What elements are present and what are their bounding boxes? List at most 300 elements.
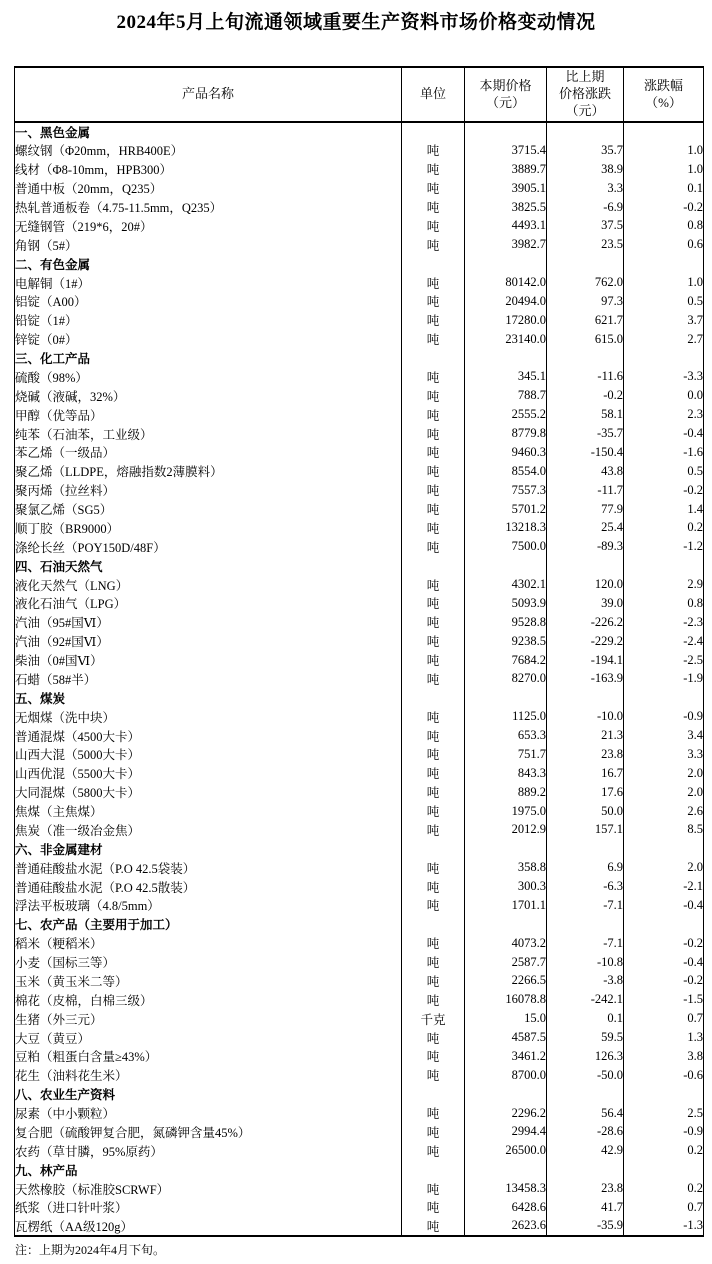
product-name: 纸浆（进口针叶浆） <box>15 1198 402 1217</box>
pct-value: 2.5 <box>624 1104 704 1123</box>
pct-value: 3.4 <box>624 726 704 745</box>
pct-value: 2.0 <box>624 764 704 783</box>
change-value: -229.2 <box>547 632 624 651</box>
price-value: 7684.2 <box>465 651 547 670</box>
change-value: 21.3 <box>547 726 624 745</box>
table-row <box>15 1217 704 1236</box>
pct-value: 0.8 <box>624 594 704 613</box>
change-value: 762.0 <box>547 273 624 292</box>
product-name: 普通硅酸盐水泥（P.O 42.5袋装） <box>15 858 402 877</box>
change-value: 0.1 <box>547 1009 624 1028</box>
table-row <box>15 953 704 972</box>
unit-value: 吨 <box>402 1066 465 1085</box>
section-name: 九、林产品 <box>15 1160 402 1179</box>
product-name: 山西大混（5000大卡） <box>15 745 402 764</box>
price-value: 13218.3 <box>465 519 547 538</box>
section-price-cell <box>465 915 547 934</box>
section-pct-cell <box>624 122 704 141</box>
price-value: 20494.0 <box>465 292 547 311</box>
pct-value: 0.5 <box>624 462 704 481</box>
unit-value: 吨 <box>402 443 465 462</box>
pct-value: -0.4 <box>624 953 704 972</box>
product-name: 农药（草甘膦，95%原药） <box>15 1141 402 1160</box>
pct-value: -1.5 <box>624 990 704 1009</box>
pct-value: -0.2 <box>624 972 704 991</box>
pct-value: 0.2 <box>624 1179 704 1198</box>
table-row <box>15 707 704 726</box>
section-change-cell <box>547 1160 624 1179</box>
price-value: 3889.7 <box>465 160 547 179</box>
price-value: 4587.5 <box>465 1028 547 1047</box>
section-price-cell <box>465 1085 547 1104</box>
section-row <box>15 122 704 141</box>
section-name: 一、黑色金属 <box>15 122 402 141</box>
change-value: 126.3 <box>547 1047 624 1066</box>
section-pct-cell <box>624 839 704 858</box>
table-row <box>15 386 704 405</box>
section-price-cell <box>465 839 547 858</box>
price-value: 9528.8 <box>465 613 547 632</box>
change-value: 37.5 <box>547 217 624 236</box>
table-row <box>15 1179 704 1198</box>
change-value: -89.3 <box>547 537 624 556</box>
unit-value: 吨 <box>402 632 465 651</box>
product-name: 玉米（黄玉米二等） <box>15 972 402 991</box>
change-value: 120.0 <box>547 575 624 594</box>
change-value: -226.2 <box>547 613 624 632</box>
column-header-price-line1: 本期价格 <box>479 77 532 93</box>
product-name: 角钢（5#） <box>15 235 402 254</box>
price-value: 345.1 <box>465 368 547 387</box>
product-name: 热轧普通板卷（4.75-11.5mm，Q235） <box>15 198 402 217</box>
column-header-price-line2: （元） <box>485 94 525 110</box>
table-row <box>15 1028 704 1047</box>
price-value: 2555.2 <box>465 405 547 424</box>
product-name: 汽油（92#国Ⅵ） <box>15 632 402 651</box>
column-header-change-line1: 比上期 <box>565 69 605 85</box>
price-value: 2266.5 <box>465 972 547 991</box>
product-name: 复合肥（硫酸钾复合肥，氮磷钾含量45%） <box>15 1123 402 1142</box>
unit-value: 吨 <box>402 707 465 726</box>
pct-value: 2.0 <box>624 783 704 802</box>
unit-value: 吨 <box>402 273 465 292</box>
product-name: 小麦（国标三等） <box>15 953 402 972</box>
section-unit-cell <box>402 349 465 368</box>
change-value: -7.1 <box>547 896 624 915</box>
column-header-product-label: 产品名称 <box>181 86 234 102</box>
product-name: 柴油（0#国Ⅵ） <box>15 651 402 670</box>
table-row <box>15 934 704 953</box>
table-row <box>15 292 704 311</box>
table-row <box>15 235 704 254</box>
price-value: 1125.0 <box>465 707 547 726</box>
price-value: 2012.9 <box>465 821 547 840</box>
change-value: 43.8 <box>547 462 624 481</box>
unit-value: 千克 <box>402 1009 465 1028</box>
price-value: 8554.0 <box>465 462 547 481</box>
pct-value: 3.3 <box>624 745 704 764</box>
unit-value: 吨 <box>402 934 465 953</box>
section-change-cell <box>547 915 624 934</box>
section-unit-cell <box>402 839 465 858</box>
product-name: 稻米（粳稻米） <box>15 934 402 953</box>
table-row <box>15 481 704 500</box>
table-row <box>15 198 704 217</box>
table-row <box>15 1123 704 1142</box>
change-value: 6.9 <box>547 858 624 877</box>
product-name: 汽油（95#国Ⅵ） <box>15 613 402 632</box>
unit-value: 吨 <box>402 311 465 330</box>
pct-value: -1.3 <box>624 1217 704 1236</box>
section-pct-cell <box>624 1085 704 1104</box>
table-row <box>15 745 704 764</box>
price-value: 3825.5 <box>465 198 547 217</box>
unit-value: 吨 <box>402 462 465 481</box>
price-value: 3461.2 <box>465 1047 547 1066</box>
table-row <box>15 1198 704 1217</box>
unit-value: 吨 <box>402 990 465 1009</box>
table-row <box>15 160 704 179</box>
product-name: 无缝钢管（219*6，20#） <box>15 217 402 236</box>
table-row <box>15 764 704 783</box>
pct-value: -1.6 <box>624 443 704 462</box>
product-name: 聚氯乙烯（SG5） <box>15 500 402 519</box>
change-value: -50.0 <box>547 1066 624 1085</box>
change-value: -35.9 <box>547 1217 624 1236</box>
price-value: 2587.7 <box>465 953 547 972</box>
price-value: 4302.1 <box>465 575 547 594</box>
pct-value: -1.9 <box>624 670 704 689</box>
product-name: 生猪（外三元） <box>15 1009 402 1028</box>
table-row <box>15 330 704 349</box>
price-value: 16078.8 <box>465 990 547 1009</box>
product-name: 天然橡胶（标准胶SCRWF） <box>15 1179 402 1198</box>
price-value: 3905.1 <box>465 179 547 198</box>
price-value: 8779.8 <box>465 424 547 443</box>
price-value: 2623.6 <box>465 1217 547 1236</box>
section-pct-cell <box>624 556 704 575</box>
table-row <box>15 1141 704 1160</box>
price-value: 80142.0 <box>465 273 547 292</box>
change-value: 42.9 <box>547 1141 624 1160</box>
pct-value: -2.5 <box>624 651 704 670</box>
product-name: 尿素（中小颗粒） <box>15 1104 402 1123</box>
section-row <box>15 688 704 707</box>
unit-value: 吨 <box>402 651 465 670</box>
table-row <box>15 1047 704 1066</box>
column-header-change-line2: 价格涨跌 <box>558 86 611 102</box>
pct-value: 2.3 <box>624 405 704 424</box>
price-value: 13458.3 <box>465 1179 547 1198</box>
change-value: 38.9 <box>547 160 624 179</box>
table-row <box>15 613 704 632</box>
product-name: 山西优混（5500大卡） <box>15 764 402 783</box>
table-row <box>15 179 704 198</box>
product-name: 无烟煤（洗中块） <box>15 707 402 726</box>
table-row <box>15 405 704 424</box>
pct-value: -2.1 <box>624 877 704 896</box>
unit-value: 吨 <box>402 745 465 764</box>
section-pct-cell <box>624 349 704 368</box>
price-value: 889.2 <box>465 783 547 802</box>
unit-value: 吨 <box>402 235 465 254</box>
unit-value: 吨 <box>402 953 465 972</box>
price-value: 15.0 <box>465 1009 547 1028</box>
section-name: 四、石油天然气 <box>15 556 402 575</box>
change-value: 97.3 <box>547 292 624 311</box>
price-value: 653.3 <box>465 726 547 745</box>
product-name: 浮法平板玻璃（4.8/5mm） <box>15 896 402 915</box>
table-row <box>15 462 704 481</box>
unit-value: 吨 <box>402 160 465 179</box>
table-row <box>15 726 704 745</box>
unit-value: 吨 <box>402 1123 465 1142</box>
section-change-cell <box>547 839 624 858</box>
unit-value: 吨 <box>402 386 465 405</box>
section-pct-cell <box>624 1160 704 1179</box>
change-value: 56.4 <box>547 1104 624 1123</box>
pct-value: -3.3 <box>624 368 704 387</box>
unit-value: 吨 <box>402 537 465 556</box>
change-value: 59.5 <box>547 1028 624 1047</box>
price-value: 26500.0 <box>465 1141 547 1160</box>
column-header-product <box>15 67 402 122</box>
table-row <box>15 1104 704 1123</box>
pct-value: -0.2 <box>624 934 704 953</box>
section-name: 七、农产品（主要用于加工） <box>15 915 402 934</box>
unit-value: 吨 <box>402 858 465 877</box>
table-body <box>15 122 704 1236</box>
pct-value: 2.7 <box>624 330 704 349</box>
column-header-pct-line2: （%） <box>645 94 682 110</box>
unit-value: 吨 <box>402 330 465 349</box>
unit-value: 吨 <box>402 424 465 443</box>
price-value: 9460.3 <box>465 443 547 462</box>
price-value: 3982.7 <box>465 235 547 254</box>
section-price-cell <box>465 254 547 273</box>
pct-value: 0.8 <box>624 217 704 236</box>
pct-value: 0.6 <box>624 235 704 254</box>
section-change-cell <box>547 349 624 368</box>
pct-value: 3.7 <box>624 311 704 330</box>
section-row <box>15 915 704 934</box>
section-row <box>15 1160 704 1179</box>
product-name: 纯苯（石油苯，工业级） <box>15 424 402 443</box>
table-row <box>15 273 704 292</box>
section-change-cell <box>547 1085 624 1104</box>
change-value: 25.4 <box>547 519 624 538</box>
price-table <box>14 66 704 1237</box>
price-value: 9238.5 <box>465 632 547 651</box>
product-name: 苯乙烯（一级品） <box>15 443 402 462</box>
price-value: 8270.0 <box>465 670 547 689</box>
change-value: 621.7 <box>547 311 624 330</box>
price-value: 358.8 <box>465 858 547 877</box>
table-row <box>15 877 704 896</box>
section-change-cell <box>547 254 624 273</box>
product-name: 烧碱（液碱，32%） <box>15 386 402 405</box>
pct-value: 3.8 <box>624 1047 704 1066</box>
change-value: 23.8 <box>547 745 624 764</box>
table-row <box>15 896 704 915</box>
unit-value: 吨 <box>402 519 465 538</box>
table-row <box>15 500 704 519</box>
pct-value: -0.4 <box>624 424 704 443</box>
column-header-change <box>547 67 624 122</box>
unit-value: 吨 <box>402 575 465 594</box>
change-value: -10.0 <box>547 707 624 726</box>
pct-value: -0.2 <box>624 198 704 217</box>
unit-value: 吨 <box>402 481 465 500</box>
price-value: 1975.0 <box>465 802 547 821</box>
unit-value: 吨 <box>402 1217 465 1236</box>
unit-value: 吨 <box>402 368 465 387</box>
change-value: -3.8 <box>547 972 624 991</box>
pct-value: 1.3 <box>624 1028 704 1047</box>
product-name: 线材（Φ8-10mm，HPB300） <box>15 160 402 179</box>
table-row <box>15 519 704 538</box>
product-name: 焦煤（主焦煤） <box>15 802 402 821</box>
unit-value: 吨 <box>402 821 465 840</box>
price-value: 23140.0 <box>465 330 547 349</box>
unit-value: 吨 <box>402 783 465 802</box>
page-title: 2024年5月上旬流通领域重要生产资料市场价格变动情况 <box>116 12 596 33</box>
pct-value: 1.0 <box>624 141 704 160</box>
section-unit-cell <box>402 1160 465 1179</box>
unit-value: 吨 <box>402 405 465 424</box>
pct-value: 1.0 <box>624 160 704 179</box>
price-value: 4073.2 <box>465 934 547 953</box>
product-name: 大豆（黄豆） <box>15 1028 402 1047</box>
change-value: 58.1 <box>547 405 624 424</box>
product-name: 甲醇（优等品） <box>15 405 402 424</box>
change-value: -163.9 <box>547 670 624 689</box>
column-header-unit-label: 单位 <box>419 86 446 102</box>
change-value: 23.8 <box>547 1179 624 1198</box>
section-unit-cell <box>402 1085 465 1104</box>
pct-value: -1.2 <box>624 537 704 556</box>
product-name: 电解铜（1#） <box>15 273 402 292</box>
pct-value: -0.9 <box>624 1123 704 1142</box>
table-row <box>15 1066 704 1085</box>
table-row <box>15 424 704 443</box>
table-row <box>15 368 704 387</box>
change-value: 50.0 <box>547 802 624 821</box>
section-price-cell <box>465 122 547 141</box>
section-price-cell <box>465 556 547 575</box>
unit-value: 吨 <box>402 1028 465 1047</box>
table-row <box>15 802 704 821</box>
unit-value: 吨 <box>402 1047 465 1066</box>
table-row <box>15 651 704 670</box>
pct-value: -0.4 <box>624 896 704 915</box>
unit-value: 吨 <box>402 764 465 783</box>
change-value: 3.3 <box>547 179 624 198</box>
product-name: 液化天然气（LNG） <box>15 575 402 594</box>
price-value: 3715.4 <box>465 141 547 160</box>
product-name: 硫酸（98%） <box>15 368 402 387</box>
table-row <box>15 783 704 802</box>
product-name: 顺丁胶（BR9000） <box>15 519 402 538</box>
price-value: 6428.6 <box>465 1198 547 1217</box>
product-name: 石蜡（58#半） <box>15 670 402 689</box>
unit-value: 吨 <box>402 726 465 745</box>
unit-value: 吨 <box>402 198 465 217</box>
change-value: -194.1 <box>547 651 624 670</box>
change-value: 16.7 <box>547 764 624 783</box>
section-pct-cell <box>624 688 704 707</box>
product-name: 液化石油气（LPG） <box>15 594 402 613</box>
pct-value: 2.0 <box>624 858 704 877</box>
section-name: 八、农业生产资料 <box>15 1085 402 1104</box>
table-row <box>15 141 704 160</box>
unit-value: 吨 <box>402 670 465 689</box>
change-value: -7.1 <box>547 934 624 953</box>
product-name: 涤纶长丝（POY150D/48F） <box>15 537 402 556</box>
price-value: 300.3 <box>465 877 547 896</box>
unit-value: 吨 <box>402 594 465 613</box>
change-value: -0.2 <box>547 386 624 405</box>
table-row <box>15 575 704 594</box>
change-value: 615.0 <box>547 330 624 349</box>
product-name: 普通硅酸盐水泥（P.O 42.5散装） <box>15 877 402 896</box>
column-header-unit <box>402 67 465 122</box>
unit-value: 吨 <box>402 141 465 160</box>
section-row <box>15 254 704 273</box>
unit-value: 吨 <box>402 500 465 519</box>
unit-value: 吨 <box>402 877 465 896</box>
change-value: 41.7 <box>547 1198 624 1217</box>
unit-value: 吨 <box>402 896 465 915</box>
unit-value: 吨 <box>402 217 465 236</box>
change-value: -6.9 <box>547 198 624 217</box>
product-name: 铝锭（A00） <box>15 292 402 311</box>
product-name: 聚丙烯（拉丝料） <box>15 481 402 500</box>
section-price-cell <box>465 688 547 707</box>
section-unit-cell <box>402 122 465 141</box>
price-value: 4493.1 <box>465 217 547 236</box>
pct-value: -0.6 <box>624 1066 704 1085</box>
change-value: 17.6 <box>547 783 624 802</box>
section-pct-cell <box>624 254 704 273</box>
table-row <box>15 858 704 877</box>
unit-value: 吨 <box>402 179 465 198</box>
table-row <box>15 972 704 991</box>
price-value: 2994.4 <box>465 1123 547 1142</box>
unit-value: 吨 <box>402 1141 465 1160</box>
section-name: 五、煤炭 <box>15 688 402 707</box>
unit-value: 吨 <box>402 1179 465 1198</box>
price-value: 5701.2 <box>465 500 547 519</box>
column-header-pct <box>624 67 704 122</box>
section-row <box>15 349 704 368</box>
product-name: 瓦楞纸（AA级120g） <box>15 1217 402 1236</box>
section-name: 三、化工产品 <box>15 349 402 368</box>
section-change-cell <box>547 556 624 575</box>
pct-value: 2.6 <box>624 802 704 821</box>
price-value: 2296.2 <box>465 1104 547 1123</box>
change-value: 157.1 <box>547 821 624 840</box>
section-pct-cell <box>624 915 704 934</box>
change-value: -150.4 <box>547 443 624 462</box>
price-value: 788.7 <box>465 386 547 405</box>
change-value: -242.1 <box>547 990 624 1009</box>
table-row <box>15 1009 704 1028</box>
change-value: -6.3 <box>547 877 624 896</box>
unit-value: 吨 <box>402 802 465 821</box>
section-name: 六、非金属建材 <box>15 839 402 858</box>
footnote: 注：上期为2024年4月下旬。 <box>15 1243 166 1257</box>
